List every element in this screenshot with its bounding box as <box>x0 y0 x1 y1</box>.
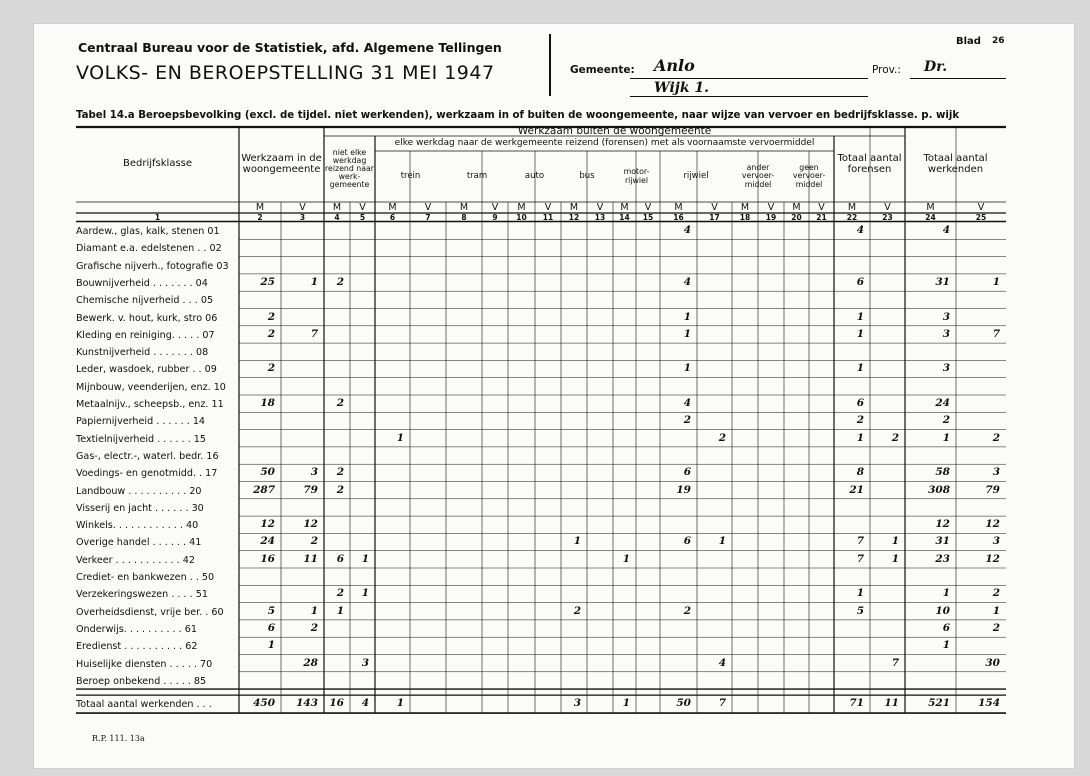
table-cell: 1 <box>310 275 318 288</box>
row-label: Landbouw . . . . . . . . . . 20 <box>76 485 202 497</box>
row-label: Verzekeringswezen . . . . 51 <box>76 589 208 601</box>
mv-label: V <box>299 201 306 213</box>
row-label: Grafische nijverh., fotografie 03 <box>76 260 229 272</box>
col-number: 5 <box>359 212 366 222</box>
col-number: 22 <box>846 212 858 222</box>
table-cell: 2 <box>683 604 691 617</box>
table-cell: 30 <box>985 656 1000 669</box>
table-cell: 3 <box>942 327 950 340</box>
table-cell: 4 <box>718 656 726 669</box>
row-label: Metaalnijv., scheepsb., enz. 11 <box>76 399 224 410</box>
table-cell: 31 <box>935 535 950 548</box>
table-cell: 12 <box>303 518 318 531</box>
blad-number: 26 <box>992 36 1005 46</box>
col-number: 25 <box>975 212 987 222</box>
mv-label: V <box>424 201 432 213</box>
totaal-cell: 143 <box>296 697 318 710</box>
totaal-cell: 71 <box>849 697 864 710</box>
col-number: 4 <box>334 212 340 222</box>
row-label: Huiselijke diensten . . . . . 70 <box>76 658 213 670</box>
col-number: 11 <box>542 212 554 222</box>
table-cell: 50 <box>260 466 275 479</box>
table-cell: 1 <box>310 604 318 617</box>
col-header-totaal-werkenden: Totaal aantal werkenden <box>923 153 988 175</box>
row-label: Verkeer . . . . . . . . . . . 42 <box>76 554 195 566</box>
mv-label: M <box>740 201 750 213</box>
col-header-tram: tram <box>466 171 488 182</box>
table-cell: 2 <box>336 397 344 409</box>
mv-label: V <box>596 201 604 213</box>
table-cell: 4 <box>856 224 864 236</box>
row-label: Aardew., glas, kalk, stenen 01 <box>76 226 220 237</box>
totaal-cell: 1 <box>622 697 630 710</box>
table-cell: 11 <box>303 552 318 565</box>
table-cell: 1 <box>856 362 864 375</box>
table-cell: 5 <box>856 604 864 617</box>
table-cell: 2 <box>310 535 318 548</box>
row-label: Mijnbouw, veenderijen, enz. 10 <box>76 381 226 393</box>
bureau-line: Centraal Bureau voor de Statistiek, afd. Algemene Tellingen <box>78 40 502 55</box>
table-cell: 287 <box>253 483 275 496</box>
totaal-cell: 50 <box>676 697 691 710</box>
col-number: 24 <box>925 212 936 222</box>
table-cell: 2 <box>336 483 344 496</box>
blad-label: Blad <box>956 36 981 47</box>
mv-label: M <box>620 201 629 213</box>
table-cell: 19 <box>676 483 691 496</box>
table-cell: 12 <box>935 518 950 531</box>
mv-label: M <box>926 201 935 213</box>
table-cell: 4 <box>683 275 691 288</box>
table-cell: 308 <box>928 483 950 496</box>
table-cell: 1 <box>683 310 691 323</box>
gemeente-value: Anlo <box>654 56 695 75</box>
mv-label: V <box>491 201 499 213</box>
wijk-value: Wijk 1. <box>654 80 710 96</box>
table-cell: 2 <box>856 414 864 427</box>
row-label: Winkels. . . . . . . . . . . . 40 <box>76 520 199 532</box>
table-cell: 1 <box>396 431 404 444</box>
row-label: Eredienst . . . . . . . . . . 62 <box>76 641 198 653</box>
table-cell: 1 <box>992 275 1000 288</box>
table-cell: 2 <box>267 310 275 323</box>
table-cell: 7 <box>856 552 864 565</box>
row-label: Bewerk. v. hout, kurk, stro 06 <box>76 312 218 324</box>
col-header-totaal-forensen: Totaal aantal forensen <box>837 153 902 175</box>
table-cell: 12 <box>985 552 1000 565</box>
prov-label: Prov.: <box>872 64 901 76</box>
table-cell: 2 <box>573 604 581 617</box>
totaal-cell: 3 <box>573 697 581 710</box>
totaal-cell: 7 <box>718 697 726 710</box>
mv-label: M <box>792 201 801 213</box>
table-cell: 28 <box>303 656 318 669</box>
table-cell: 3 <box>992 466 1000 479</box>
table-cell: 2 <box>310 621 318 634</box>
table-cell: 6 <box>942 621 950 634</box>
table-cell: 6 <box>683 535 691 548</box>
table-cell: 58 <box>935 466 950 479</box>
table-cell: 1 <box>361 587 369 600</box>
row-label: Papiernijverheid . . . . . . 14 <box>76 416 206 428</box>
table-cell: 24 <box>260 535 275 548</box>
table-title: Tabel 14.a Beroepsbevolking (excl. de tijdel. niet werkenden), werkzaam in of buiten de woongemeente, naar wijze van vervoer en bedrijfsklasse. p. wijk <box>76 110 960 121</box>
mv-label: M <box>332 201 342 213</box>
table-cell: 4 <box>683 224 691 236</box>
row-label: Textielnijverheid . . . . . . 15 <box>76 433 206 445</box>
table-cell: 24 <box>935 397 950 409</box>
row-label: Overheidsdienst, vrije ber. . 60 <box>76 606 224 618</box>
table-cell: 7 <box>856 535 864 548</box>
table-cell: 8 <box>856 466 864 479</box>
table-cell: 2 <box>336 466 344 479</box>
col-header-geen: geen vervoer-middel <box>792 163 826 189</box>
mv-label: V <box>767 201 775 213</box>
mv-label: M <box>674 201 683 213</box>
table-cell: 1 <box>891 552 899 565</box>
table-cell: 3 <box>992 535 1000 548</box>
table-cell: 5 <box>267 604 275 617</box>
table-cell: 1 <box>267 639 275 652</box>
table-cell: 10 <box>935 604 950 617</box>
row-label: Visserij en jacht . . . . . . 30 <box>76 502 204 514</box>
table-cell: 1 <box>856 327 864 340</box>
table-cell: 2 <box>992 621 1000 634</box>
table-cell: 12 <box>260 518 275 531</box>
table-cell: 12 <box>985 518 1000 531</box>
row-label: Crediet- en bankwezen . . 50 <box>76 572 215 583</box>
table-cell: 2 <box>267 362 275 375</box>
form-title: VOLKS- EN BEROEPSTELLING 31 MEI 1947 <box>76 62 495 84</box>
row-label: Diamant e.a. edelstenen . . 02 <box>76 243 222 255</box>
col-number: 13 <box>594 212 606 222</box>
col-header-bus: bus <box>579 171 595 182</box>
totaal-cell: 450 <box>253 697 275 710</box>
table-cell: 1 <box>992 604 1000 617</box>
mv-label: V <box>544 201 552 213</box>
table-cell: 6 <box>856 275 864 288</box>
table-cell: 1 <box>856 310 864 323</box>
row-label: Leder, wasdoek, rubber . . 09 <box>76 364 217 376</box>
table-cell: 2 <box>718 431 726 444</box>
mv-label: V <box>711 201 718 213</box>
col-number: 10 <box>516 212 527 222</box>
col-number: 1 <box>154 212 161 222</box>
table-cell: 3 <box>942 310 950 323</box>
table-cell: 79 <box>303 483 318 496</box>
totaal-cell: 11 <box>884 697 899 710</box>
table-cell: 2 <box>267 327 275 340</box>
col-header-elke-werkdag: elke werkdag naar de werkgemeente reizend (forensen) met als voornaamste vervoermiddel <box>394 137 815 148</box>
col-number: 2 <box>257 212 263 222</box>
col-number: 9 <box>492 212 498 222</box>
table-cell: 3 <box>942 362 950 375</box>
mv-label: V <box>359 201 366 213</box>
table-cell: 2 <box>683 414 691 427</box>
table-cell: 1 <box>942 431 950 444</box>
table-cell: 7 <box>992 327 1000 340</box>
col-number: 17 <box>709 212 720 222</box>
totaal-label: Totaal aantal werkenden . . . <box>76 699 212 711</box>
totaal-cell: 154 <box>978 697 1000 710</box>
col-number: 18 <box>739 212 751 222</box>
table-cell: 6 <box>267 621 275 634</box>
table-cell: 2 <box>992 587 1000 600</box>
table-cell: 1 <box>718 535 726 548</box>
col-header-trein: trein <box>400 171 421 182</box>
row-label: Chemische nijverheid . . . 05 <box>76 295 214 307</box>
col-header-motorrijwiel: motor-rijwiel <box>623 167 650 185</box>
census-form-sheet <box>34 24 1074 768</box>
table-cell: 1 <box>856 587 864 600</box>
mv-label: M <box>517 201 526 213</box>
table-cell: 1 <box>942 587 950 600</box>
col-number: 23 <box>882 212 893 222</box>
gemeente-label: Gemeente: <box>570 64 635 76</box>
col-number: 7 <box>425 212 431 222</box>
table-cell: 21 <box>849 483 864 496</box>
mv-label: V <box>884 201 891 213</box>
table-cell: 2 <box>891 431 899 444</box>
table-cell: 2 <box>336 275 344 288</box>
col-header-rijwiel: rijwiel <box>683 171 709 182</box>
col-number: 21 <box>816 212 827 222</box>
totaal-cell: 4 <box>361 697 369 710</box>
row-label: Voedings- en genotmidd. . 17 <box>76 468 218 480</box>
table-cell: 1 <box>683 327 691 340</box>
totaal-cell: 521 <box>928 697 950 710</box>
col-number: 12 <box>568 212 580 222</box>
col-number: 20 <box>791 212 802 222</box>
col-number: 15 <box>642 212 654 222</box>
table-cell: 1 <box>856 431 864 444</box>
row-label: Onderwijs. . . . . . . . . . 61 <box>76 623 197 635</box>
table-cell: 16 <box>260 552 275 565</box>
table-cell: 25 <box>260 275 275 288</box>
col-number: 16 <box>673 212 684 222</box>
table-cell: 4 <box>942 224 950 236</box>
table-cell: 1 <box>622 552 630 565</box>
mv-label: V <box>644 201 652 213</box>
mv-label: M <box>459 201 469 213</box>
col-header-auto: auto <box>524 171 545 182</box>
col-header-niet-elke: niet elke werkdag reizend naar werk-gemeente <box>325 147 374 190</box>
table-cell: 18 <box>260 397 275 409</box>
table-cell: 4 <box>683 397 691 409</box>
mv-label: M <box>847 201 857 213</box>
col-header-woongemeente: Werkzaam in de woongemeente <box>241 153 322 175</box>
table-cell: 1 <box>891 535 899 548</box>
table-cell: 1 <box>361 552 369 565</box>
table-cell: 7 <box>310 327 318 340</box>
mv-label: M <box>388 201 397 213</box>
table-cell: 1 <box>683 362 691 375</box>
col-header-ander: ander vervoer-middel <box>741 163 775 189</box>
table-cell: 23 <box>935 552 950 565</box>
totaal-cell: 1 <box>396 697 404 710</box>
mv-label: M <box>569 201 579 213</box>
col-number: 8 <box>461 212 467 222</box>
table-cell: 31 <box>935 275 950 288</box>
col-number: 14 <box>619 212 630 222</box>
table-cell: 1 <box>336 604 344 617</box>
table-cell: 6 <box>683 466 691 479</box>
table-cell: 1 <box>942 639 950 652</box>
table-cell: 79 <box>985 483 1000 496</box>
table-cell: 6 <box>336 552 344 565</box>
table-cell: 2 <box>992 431 1000 444</box>
table-cell: 3 <box>361 656 369 669</box>
col-header-buiten: Werkzaam buiten de woongemeente <box>517 125 712 137</box>
row-label: Bouwnijverheid . . . . . . . 04 <box>76 277 208 289</box>
row-label: Kunstnijverheid . . . . . . . 08 <box>76 347 209 359</box>
table-cell: 7 <box>891 656 899 669</box>
mv-label: V <box>977 201 985 213</box>
table-cell: 6 <box>856 397 864 409</box>
table-cell: 2 <box>336 587 344 600</box>
row-label: Beroep onbekend . . . . . 85 <box>76 675 207 687</box>
row-label: Overige handel . . . . . . 41 <box>76 537 202 549</box>
col-number: 19 <box>765 212 777 222</box>
col-number: 6 <box>389 212 396 222</box>
totaal-cell: 16 <box>329 697 344 710</box>
col-number: 3 <box>299 212 306 222</box>
row-label: Gas-, electr.-, waterl. bedr. 16 <box>76 450 219 462</box>
table-cell: 1 <box>573 535 581 548</box>
row-label: Kleding en reiniging. . . . . 07 <box>76 329 215 341</box>
prov-value: Dr. <box>924 59 948 75</box>
mv-label: V <box>818 201 825 213</box>
form-code: R.P. 111. 13a <box>92 734 145 743</box>
table-cell: 3 <box>310 466 318 479</box>
table-cell: 2 <box>942 414 950 427</box>
mv-label: M <box>255 201 265 213</box>
col-header-bedrijfsklasse: Bedrijfsklasse <box>122 158 193 170</box>
